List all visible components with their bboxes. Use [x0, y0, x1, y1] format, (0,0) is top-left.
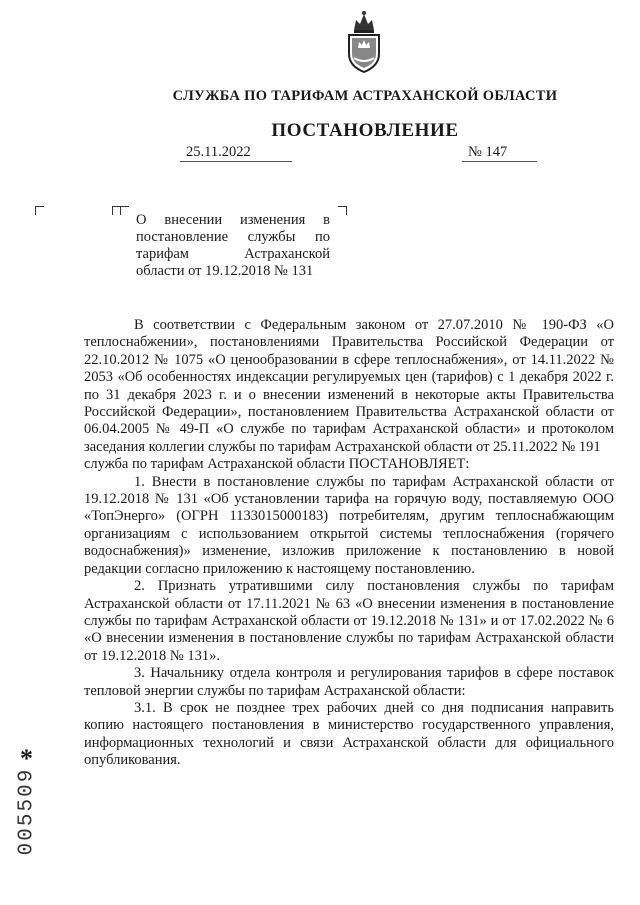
document-number: № 147 — [468, 144, 508, 160]
clause-2: 2. Признать утратившими силу постановления службы по тарифам Астраханской области от 17.11.2021 № 63 «О внесении изменения в постановление службы по тарифам Астраханской области от 19.12.2018 № 131» и от 17.02.2022 № 6 «О внесении изменения в постановление службы по тарифам Астраханской области от 19.12.2018 № 131». — [84, 578, 614, 664]
clause-1: 1. Внести в постановление службы по тарифам Астраханской области от 19.12.2018 № 131 «Об установлении тарифа на горячую воду, поставляемую ООО «ТопЭнерго» (ОГРН 1133015000183) потребителям, другим теплоснабжающим организациям с использованием открытой системы теплоснабжения (горячего водоснабжения)» изменение, изложив приложение к постановлению в новой редакции согласно приложению к настоящему постановлению. — [84, 473, 614, 577]
document-type-title: ПОСТАНОВЛЕНИЕ — [271, 120, 459, 141]
margin-star: * — [20, 744, 33, 773]
document-date: 25.11.2022 — [186, 144, 251, 160]
resolution-line: служба по тарифам Астраханской области ПОСТАНОВЛЯЕТ: — [84, 456, 470, 473]
serial-number: 005509 — [15, 767, 39, 856]
preamble-paragraph: В соответствии с Федеральным законом от 27.07.2010 № 190-ФЗ «О теплоснабжении», постановлениями Правительства Российской Федерации от 22.10.2012 № 1075 «О ценообразовании в сфере теплоснабжения», от 14.11.2022 № 2053 «Об особенностях индексации регулируемых цен (тарифов) с 1 декабря 2022 г. по 31 декабря 2023 г. и о внесении изменений в некоторые акты Правительства Российской Федерации», постановлением Правительства Астраханской области от 06.04.2005 № 49-П «О службе по тарифам Астраханской области» и протоколом заседания коллегии службы по тарифам Астраханской области от 25.11.2022 № 191 — [84, 317, 614, 455]
number-underline — [462, 161, 537, 162]
corner-mark — [338, 206, 347, 215]
clause-3: 3. Начальнику отдела контроля и регулирования тарифов в сфере поставок тепловой энергии службы по тарифам Астраханской области: — [84, 665, 614, 699]
corner-mark — [120, 206, 129, 215]
date-underline — [180, 161, 292, 162]
corner-mark — [35, 206, 44, 215]
clause-3-1: 3.1. В срок не позднее трех рабочих дней со дня подписания направить копию настоящего постановления в министерство государственного управления, информационных технологий и связи Астраханской области для официального опубликования. — [84, 699, 614, 769]
agency-name: СЛУЖБА ПО ТАРИФАМ АСТРАХАНСКОЙ ОБЛАСТИ — [172, 88, 558, 104]
coat-of-arms-icon — [340, 8, 388, 74]
document-body — [84, 317, 614, 770]
document-subject: О внесении изменения в постановление службы по тарифам Астраханской области от 19.12.2018 № 131 — [136, 212, 330, 279]
